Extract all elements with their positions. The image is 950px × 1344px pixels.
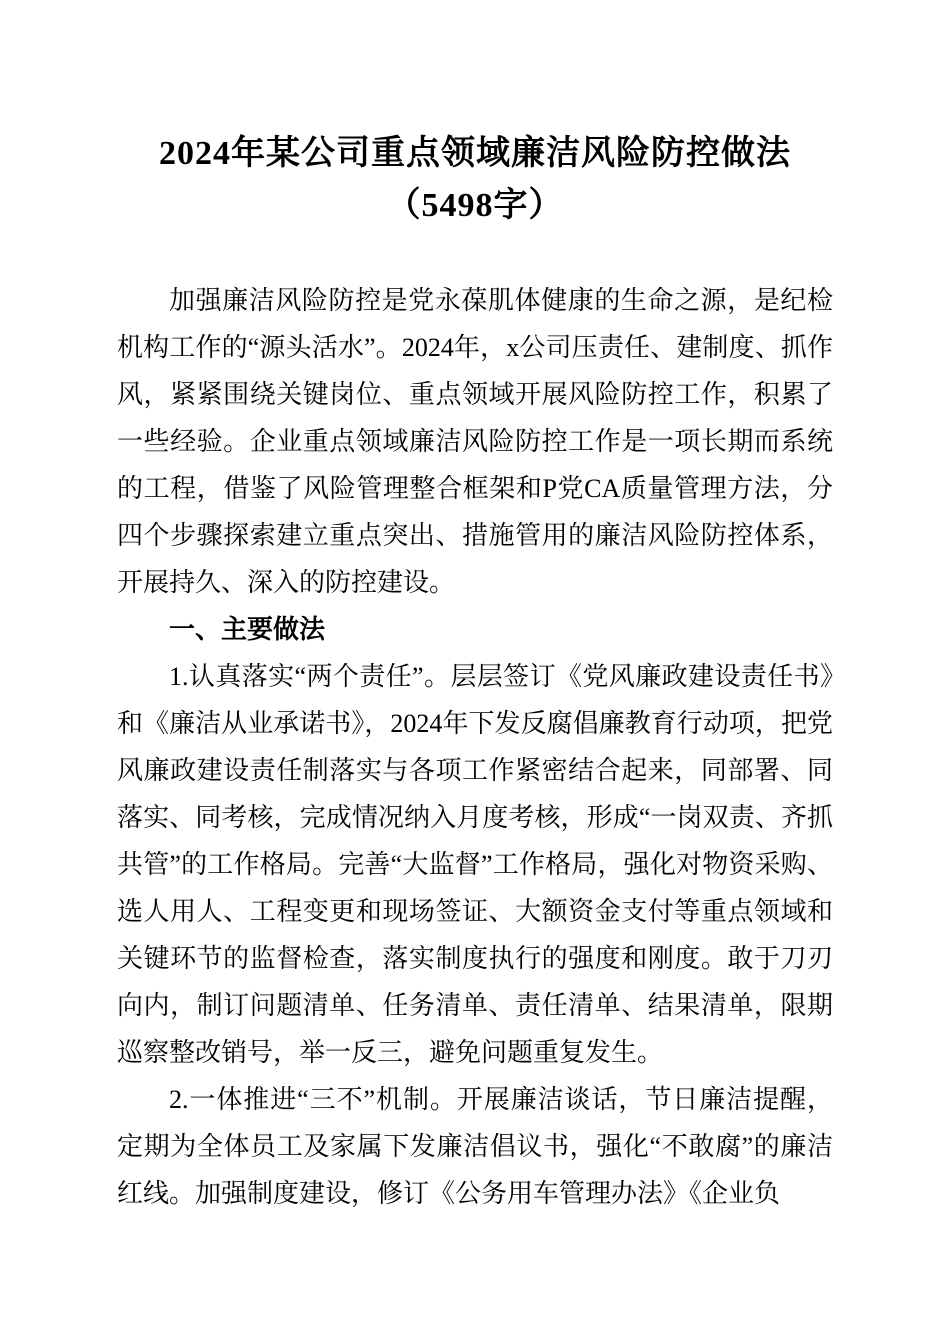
- paragraph-point-1: 1.认真落实“两个责任”。层层签订《党风廉政建设责任书》和《廉洁从业承诺书》，2024年下发反腐倡廉教育行动项，把党风廉政建设责任制落实与各项工作紧密结合起来，同部署、同落实、同考核，完成情况纳入月度考核，形成“一岗双责、齐抓共管”的工作格局。完善“大监督”工作格局，强化对物资采购、选人用人、工程变更和现场签证、大额资金支付等重点领域和关键环节的监督检查，落实制度执行的强度和刚度。敢于刀刃向内，制订问题清单、任务清单、责任清单、结果清单，限期巡察整改销号，举一反三，避免问题重复发生。: [117, 662, 833, 1068]
- document-title-line-1: 2024年某公司重点领域廉洁风险防控做法: [159, 135, 791, 172]
- section-heading-main-practices: 一、主要做法: [169, 614, 326, 645]
- paragraph-intro: 加强廉洁风险防控是党永葆肌体健康的生命之源，是纪检机构工作的“源头活水”。2024年，x公司压责任、建制度、抓作风，紧紧围绕关键岗位、重点领域开展风险防控工作，积累了一些经验。企业重点领域廉洁风险防控工作是一项长期而系统的工程，借鉴了风险管理整合框架和P党CA质量管理方法，分四个步骤探索建立重点突出、措施管用的廉洁风险防控体系，开展持久、深入的防控建设。: [117, 286, 833, 598]
- document-title-line-2: （5498字）: [386, 186, 564, 224]
- paragraph-point-2: 2.一体推进“三不”机制。开展廉洁谈话，节日廉洁提醒，定期为全体员工及家属下发廉洁倡议书，强化“不敢腐”的廉洁红线。加强制度建设，修订《公务用车管理办法》《企业负: [117, 1085, 833, 1209]
- document-title: [117, 128, 833, 231]
